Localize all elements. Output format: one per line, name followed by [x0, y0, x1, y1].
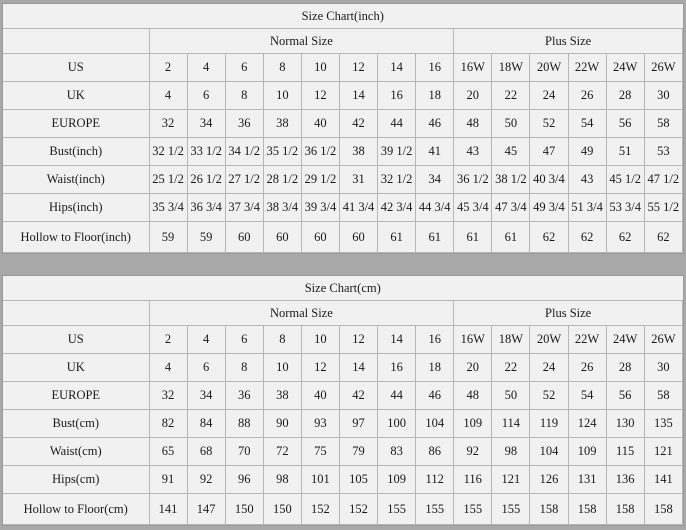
cell-value: 59 [187, 222, 225, 253]
cell-value: 49 [568, 138, 606, 166]
cell-value: 41 [416, 138, 454, 166]
cell-value: 54 [568, 382, 606, 410]
size-chart-cm-table [3, 276, 683, 525]
cell-value: 32 [149, 110, 187, 138]
cell-value: 6 [187, 354, 225, 382]
cell-value: 32 [149, 382, 187, 410]
cell-value: 43 [454, 138, 492, 166]
group-header-normal-size: Normal Size [149, 301, 454, 326]
cell-value: 24W [606, 326, 644, 354]
cell-value: 47 3/4 [492, 194, 530, 222]
cell-value: 52 [530, 382, 568, 410]
cell-value: 22 [492, 82, 530, 110]
cell-value: 42 [339, 382, 377, 410]
cell-value: 40 3/4 [530, 166, 568, 194]
row-label-hollow-to-floor: Hollow to Floor(cm) [3, 494, 149, 525]
cell-value: 130 [606, 410, 644, 438]
cell-value: 51 [606, 138, 644, 166]
cell-value: 34 1/2 [225, 138, 263, 166]
cell-value: 51 3/4 [568, 194, 606, 222]
cell-value: 26W [644, 326, 682, 354]
cell-value: 27 1/2 [225, 166, 263, 194]
cell-value: 55 1/2 [644, 194, 682, 222]
cell-value: 26 [568, 82, 606, 110]
cell-value: 31 [339, 166, 377, 194]
table-title-row [3, 276, 683, 301]
cell-value: 147 [187, 494, 225, 525]
row-label-bust: Bust(inch) [3, 138, 149, 166]
cell-value: 16 [378, 82, 416, 110]
table-title-row [3, 4, 683, 29]
group-header-plus-size: Plus Size [454, 29, 683, 54]
cell-value: 8 [263, 54, 301, 82]
cell-value: 32 1/2 [378, 166, 416, 194]
cell-value: 92 [187, 466, 225, 494]
cell-value: 45 [492, 138, 530, 166]
cell-value: 2 [149, 326, 187, 354]
cell-value: 18 [416, 354, 454, 382]
cell-value: 158 [530, 494, 568, 525]
cell-value: 44 3/4 [416, 194, 454, 222]
cell-value: 155 [492, 494, 530, 525]
cell-value: 28 [606, 354, 644, 382]
cell-value: 22W [568, 326, 606, 354]
cell-value: 26W [644, 54, 682, 82]
cell-value: 61 [378, 222, 416, 253]
row-label-us: US [3, 326, 149, 354]
cell-value: 54 [568, 110, 606, 138]
cell-value: 25 1/2 [149, 166, 187, 194]
table-row [3, 110, 683, 138]
cell-value: 50 [492, 382, 530, 410]
table-row [3, 354, 683, 382]
table-row [3, 438, 683, 466]
cell-value: 34 [187, 110, 225, 138]
cell-value: 79 [339, 438, 377, 466]
cell-value: 41 3/4 [339, 194, 377, 222]
cell-value: 150 [225, 494, 263, 525]
cell-value: 59 [149, 222, 187, 253]
cell-value: 10 [301, 54, 339, 82]
cell-value: 39 1/2 [378, 138, 416, 166]
cell-value: 46 [416, 382, 454, 410]
cell-value: 56 [606, 110, 644, 138]
row-label-hollow-to-floor: Hollow to Floor(inch) [3, 222, 149, 253]
cell-value: 6 [187, 82, 225, 110]
cell-value: 18W [492, 54, 530, 82]
table-row [3, 138, 683, 166]
row-label-uk: UK [3, 82, 149, 110]
cell-value: 14 [339, 354, 377, 382]
cell-value: 75 [301, 438, 339, 466]
size-chart-inch-table [3, 4, 683, 253]
table-row [3, 166, 683, 194]
cell-value: 46 [416, 110, 454, 138]
cell-value: 16 [416, 54, 454, 82]
row-label-waist: Waist(cm) [3, 438, 149, 466]
cell-value: 109 [454, 410, 492, 438]
table-row [3, 326, 683, 354]
cell-value: 90 [263, 410, 301, 438]
cell-value: 8 [263, 326, 301, 354]
cell-value: 8 [225, 354, 263, 382]
cell-value: 114 [492, 410, 530, 438]
cell-value: 56 [606, 382, 644, 410]
row-label-hips: Hips(cm) [3, 466, 149, 494]
cell-value: 60 [339, 222, 377, 253]
cell-value: 10 [301, 326, 339, 354]
cell-value: 4 [187, 326, 225, 354]
cell-value: 2 [149, 54, 187, 82]
cell-value: 28 [606, 82, 644, 110]
cell-value: 18W [492, 326, 530, 354]
cell-value: 126 [530, 466, 568, 494]
cell-value: 38 [339, 138, 377, 166]
cell-value: 4 [149, 354, 187, 382]
cell-value: 104 [530, 438, 568, 466]
cell-value: 112 [416, 466, 454, 494]
cell-value: 53 [644, 138, 682, 166]
cell-value: 35 3/4 [149, 194, 187, 222]
cell-value: 50 [492, 110, 530, 138]
table-row [3, 494, 683, 525]
cell-value: 38 [263, 110, 301, 138]
cell-value: 29 1/2 [301, 166, 339, 194]
size-chart-inch [2, 3, 684, 254]
cell-value: 155 [454, 494, 492, 525]
cell-value: 58 [644, 110, 682, 138]
group-header-plus-size: Plus Size [454, 301, 683, 326]
cell-value: 12 [339, 54, 377, 82]
cell-value: 115 [606, 438, 644, 466]
cell-value: 109 [378, 466, 416, 494]
cell-value: 16 [378, 354, 416, 382]
cell-value: 34 [416, 166, 454, 194]
row-label-waist: Waist(inch) [3, 166, 149, 194]
cell-value: 10 [263, 82, 301, 110]
cell-value: 116 [454, 466, 492, 494]
cell-value: 141 [149, 494, 187, 525]
cell-value: 20 [454, 354, 492, 382]
cell-value: 124 [568, 410, 606, 438]
row-label-bust: Bust(cm) [3, 410, 149, 438]
group-header-normal-size: Normal Size [149, 29, 454, 54]
cell-value: 88 [225, 410, 263, 438]
cell-value: 68 [187, 438, 225, 466]
cell-value: 65 [149, 438, 187, 466]
cell-value: 20 [454, 82, 492, 110]
page-title: Size Chart(inch) [3, 4, 683, 29]
cell-value: 52 [530, 110, 568, 138]
cell-value: 44 [378, 382, 416, 410]
table-row [3, 466, 683, 494]
cell-value: 60 [301, 222, 339, 253]
table-row [3, 382, 683, 410]
cell-value: 36 [225, 382, 263, 410]
cell-value: 36 [225, 110, 263, 138]
cell-value: 62 [644, 222, 682, 253]
cell-value: 47 1/2 [644, 166, 682, 194]
cell-value: 121 [644, 438, 682, 466]
cell-value: 16 [416, 326, 454, 354]
cell-value: 26 1/2 [187, 166, 225, 194]
cell-value: 24 [530, 354, 568, 382]
cell-value: 152 [339, 494, 377, 525]
cell-value: 98 [492, 438, 530, 466]
cell-value: 61 [416, 222, 454, 253]
cell-value: 30 [644, 354, 682, 382]
cell-value: 83 [378, 438, 416, 466]
cell-value: 42 3/4 [378, 194, 416, 222]
cell-value: 28 1/2 [263, 166, 301, 194]
cell-value: 84 [187, 410, 225, 438]
cell-value: 43 [568, 166, 606, 194]
cell-value: 58 [644, 382, 682, 410]
cell-value: 62 [568, 222, 606, 253]
cell-value: 38 [263, 382, 301, 410]
cell-value: 38 1/2 [492, 166, 530, 194]
row-label-us: US [3, 54, 149, 82]
cell-value: 53 3/4 [606, 194, 644, 222]
cell-value: 8 [225, 82, 263, 110]
cell-value: 18 [416, 82, 454, 110]
table-row [3, 410, 683, 438]
cell-value: 10 [263, 354, 301, 382]
cell-value: 141 [644, 466, 682, 494]
cell-value: 62 [530, 222, 568, 253]
cell-value: 155 [378, 494, 416, 525]
cell-value: 48 [454, 382, 492, 410]
cell-value: 150 [263, 494, 301, 525]
cell-value: 60 [263, 222, 301, 253]
cell-value: 22 [492, 354, 530, 382]
cell-value: 20W [530, 326, 568, 354]
cell-value: 40 [301, 110, 339, 138]
page-title: Size Chart(cm) [3, 276, 683, 301]
group-header-blank [3, 301, 149, 326]
cell-value: 155 [416, 494, 454, 525]
cell-value: 109 [568, 438, 606, 466]
cell-value: 6 [225, 54, 263, 82]
cell-value: 37 3/4 [225, 194, 263, 222]
cell-value: 61 [492, 222, 530, 253]
cell-value: 34 [187, 382, 225, 410]
cell-value: 36 1/2 [301, 138, 339, 166]
cell-value: 16W [454, 54, 492, 82]
table-row [3, 82, 683, 110]
cell-value: 82 [149, 410, 187, 438]
cell-value: 92 [454, 438, 492, 466]
cell-value: 12 [301, 82, 339, 110]
cell-value: 91 [149, 466, 187, 494]
table-row [3, 54, 683, 82]
cell-value: 22W [568, 54, 606, 82]
cell-value: 86 [416, 438, 454, 466]
cell-value: 36 3/4 [187, 194, 225, 222]
table-group-row [3, 29, 683, 54]
group-header-blank [3, 29, 149, 54]
cell-value: 39 3/4 [301, 194, 339, 222]
cell-value: 14 [378, 54, 416, 82]
cell-value: 35 1/2 [263, 138, 301, 166]
cell-value: 45 1/2 [606, 166, 644, 194]
cell-value: 48 [454, 110, 492, 138]
cell-value: 98 [263, 466, 301, 494]
cell-value: 42 [339, 110, 377, 138]
table-group-row [3, 301, 683, 326]
cell-value: 70 [225, 438, 263, 466]
cell-value: 26 [568, 354, 606, 382]
cell-value: 131 [568, 466, 606, 494]
cell-value: 119 [530, 410, 568, 438]
cell-value: 12 [301, 354, 339, 382]
cell-value: 47 [530, 138, 568, 166]
cell-value: 14 [378, 326, 416, 354]
cell-value: 40 [301, 382, 339, 410]
cell-value: 72 [263, 438, 301, 466]
cell-value: 38 3/4 [263, 194, 301, 222]
cell-value: 49 3/4 [530, 194, 568, 222]
cell-value: 45 3/4 [454, 194, 492, 222]
row-label-europe: EUROPE [3, 110, 149, 138]
cell-value: 100 [378, 410, 416, 438]
row-label-hips: Hips(inch) [3, 194, 149, 222]
cell-value: 44 [378, 110, 416, 138]
cell-value: 152 [301, 494, 339, 525]
cell-value: 24 [530, 82, 568, 110]
table-row [3, 194, 683, 222]
cell-value: 4 [187, 54, 225, 82]
cell-value: 12 [339, 326, 377, 354]
cell-value: 30 [644, 82, 682, 110]
cell-value: 62 [606, 222, 644, 253]
cell-value: 135 [644, 410, 682, 438]
cell-value: 32 1/2 [149, 138, 187, 166]
cell-value: 36 1/2 [454, 166, 492, 194]
cell-value: 14 [339, 82, 377, 110]
cell-value: 136 [606, 466, 644, 494]
size-chart-cm [2, 275, 684, 526]
cell-value: 104 [416, 410, 454, 438]
cell-value: 121 [492, 466, 530, 494]
cell-value: 105 [339, 466, 377, 494]
cell-value: 33 1/2 [187, 138, 225, 166]
table-row [3, 222, 683, 253]
cell-value: 4 [149, 82, 187, 110]
cell-value: 61 [454, 222, 492, 253]
cell-value: 60 [225, 222, 263, 253]
cell-value: 158 [568, 494, 606, 525]
cell-value: 96 [225, 466, 263, 494]
row-label-europe: EUROPE [3, 382, 149, 410]
cell-value: 97 [339, 410, 377, 438]
cell-value: 24W [606, 54, 644, 82]
cell-value: 16W [454, 326, 492, 354]
cell-value: 158 [644, 494, 682, 525]
cell-value: 93 [301, 410, 339, 438]
cell-value: 101 [301, 466, 339, 494]
row-label-uk: UK [3, 354, 149, 382]
cell-value: 158 [606, 494, 644, 525]
cell-value: 6 [225, 326, 263, 354]
cell-value: 20W [530, 54, 568, 82]
